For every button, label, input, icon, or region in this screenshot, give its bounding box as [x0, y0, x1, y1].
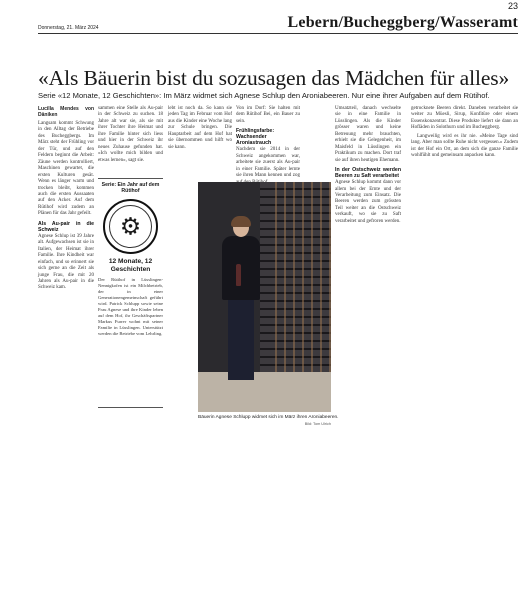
page-number: 23 [507, 1, 518, 11]
article-column-5 [335, 106, 401, 586]
article-column-6 [411, 106, 518, 586]
article-subhead: Serie «12 Monate, 12 Geschichten»: Im März widmet sich Agnese Schlup den Aroniabeeren. Nur eine ihrer Aufgaben auf dem Rütihof. [38, 91, 490, 100]
column-text: Nachdem sie 2014 in der Schweiz angekommen war, arbeitete sie zuerst als Au-pair in einer Familie. Später lernte sie ihren Mann kennen und zog [236, 147, 300, 179]
series-badge-icon [103, 199, 158, 254]
column-text: Von im Dorf: Sie halten mit dem Rütihof Bei, ein Bauer zu sein. [236, 106, 300, 124]
bottle-icon [236, 264, 241, 286]
column-text: Langweilig wird es ihr nie. «Meine Tage sind lang. Aber man sollte Ruhe nicht vergessen.» Zudem ist der Hof ein Ort, an dem sich die ganze Familie wohlfühlt und gemeinsam anpacken kann. [411, 133, 518, 159]
column-subhead: In der Ostschweiz werden Beeren zu Saft verarbeitet [335, 167, 401, 180]
photo-caption: Bäuerin Agnese Schlupp widmet sich im März ihren Aroniabeeren. [198, 415, 339, 420]
article-column-3 [168, 106, 232, 174]
photo-credit: Bild: Tom Ulrich [304, 422, 331, 426]
article-photo [198, 182, 331, 412]
column-text: Agnese Schlup kommt dann vor allem bei der Ernte und der Verarbeitung zum Einsatz. Die Beeren werden zum grössten Teil weiter an die Ostschweiz verkauft, wo sie zu Saft verarbeitet und gefroren werden. [335, 180, 401, 224]
column-subhead: Als Au-pair in die Schweiz [38, 220, 94, 233]
infobox-body: Der Rütihof in Lüsslingen-Nennigkofen ist ein Milchbetrieb, der in einer Generationengemeinschaft geführt wird. Patrick Schlupp sowie seine Frau Agnese und ihre Kinder leben auf dem Hof, ihr Geschäftspartner Markus Furrer wohnt mit seiner Familie in Lüsslingen. Unterstützt werden die Betriebe vom Lehrling. [98, 277, 163, 336]
dateline: Donnerstag, 21. März 2024 [38, 25, 99, 31]
column-text: Agnese Schlup ist 39 Jahre alt. Aufgewachsen ist sie in Italien, der Heimat ihrer Familie. Ihre Kindheit war einfach, und so erinnert sie sich gerne an die Zeit als junge Frau, die mit 20 Jahren als Au-pair in die Schweiz kam. [38, 233, 94, 291]
column-text: getrocknete Beeren direkt. Daneben verarbeitet sie weiter zu Müesli, Sirup, Konfitüre oder einem Essenskonzentrat. Diese Produkte liefert sie dann an Hofläden in Solothurn und im Bucheggberg. [411, 106, 518, 131]
column-subhead: Frühlingsfarbe: Wachsender Aroniastrauch [236, 128, 275, 147]
article-column-1 [38, 106, 94, 586]
series-infobox [98, 178, 163, 408]
article-column-2 [98, 106, 163, 174]
byline: Lucilla Mendes von Däniken [38, 106, 94, 118]
tractor-icon: ⚙ [119, 211, 142, 240]
article-column-4 [236, 106, 300, 179]
column-text: sammen eine Stelle als Au-pair in der Schweiz zu suchen. 18 Jahre alt war sie, als sie mit ihrer Tochter ihre Heimat und ihre Familie hinter sich liess und hier in der Schweiz ihr neues Zuhause gefunden hat. «Ich wollte mich bilden und etwas lernen», sagt sie. [98, 106, 163, 163]
column-text: Langsam kommt Schwung in den Alltag der Betriebe des Bucheggbergs. Im März steht der Frühling vor der Tür, und auf den Feldern beginnt die Arbeit: Zäune werden kontrolliert, Maschinen gewartet, die ersten Kulturen gesät. Wenn es länger warm und trocken bleibt, kommen auch die ersten Aussaaten auf den Acker. Auf dem Rütihof wird zudem an Plänen für das Jahr gefeilt. [38, 121, 94, 217]
farmer-figure [216, 218, 266, 388]
column-text: Umsatzteil, danach wechselte sie in eine Familie in Lüsslingen. Als die Kinder grösser waren und keine Betreuung mehr brauchten, erhielt sie die Gelegenheit, im Maisfeld in Lüsslingen ein Praktikum zu machen. Dort traf sie auf ihren heutigen Ehemann. [335, 106, 401, 163]
article-headline: «Als Bäuerin bist du sozusagen das Mädchen für alles» [38, 66, 510, 90]
infobox-title: 12 Monate, 12 Geschichten [108, 258, 153, 273]
infobox-kicker: Serie: Ein Jahr auf dem Rütihof [101, 182, 160, 194]
section-title: Lebern/Bucheggberg/Wasseramt [287, 14, 518, 31]
column-text: lebt ist noch da. So kann sie jeden Tag im Februar vom Hof aus die Kinder eine Woche lang zur Schule bringen. Die Hauptarbeit auf dem Hof hat sie übernommen und hilft wo sie kann. [168, 106, 232, 150]
section-rule [38, 33, 518, 34]
